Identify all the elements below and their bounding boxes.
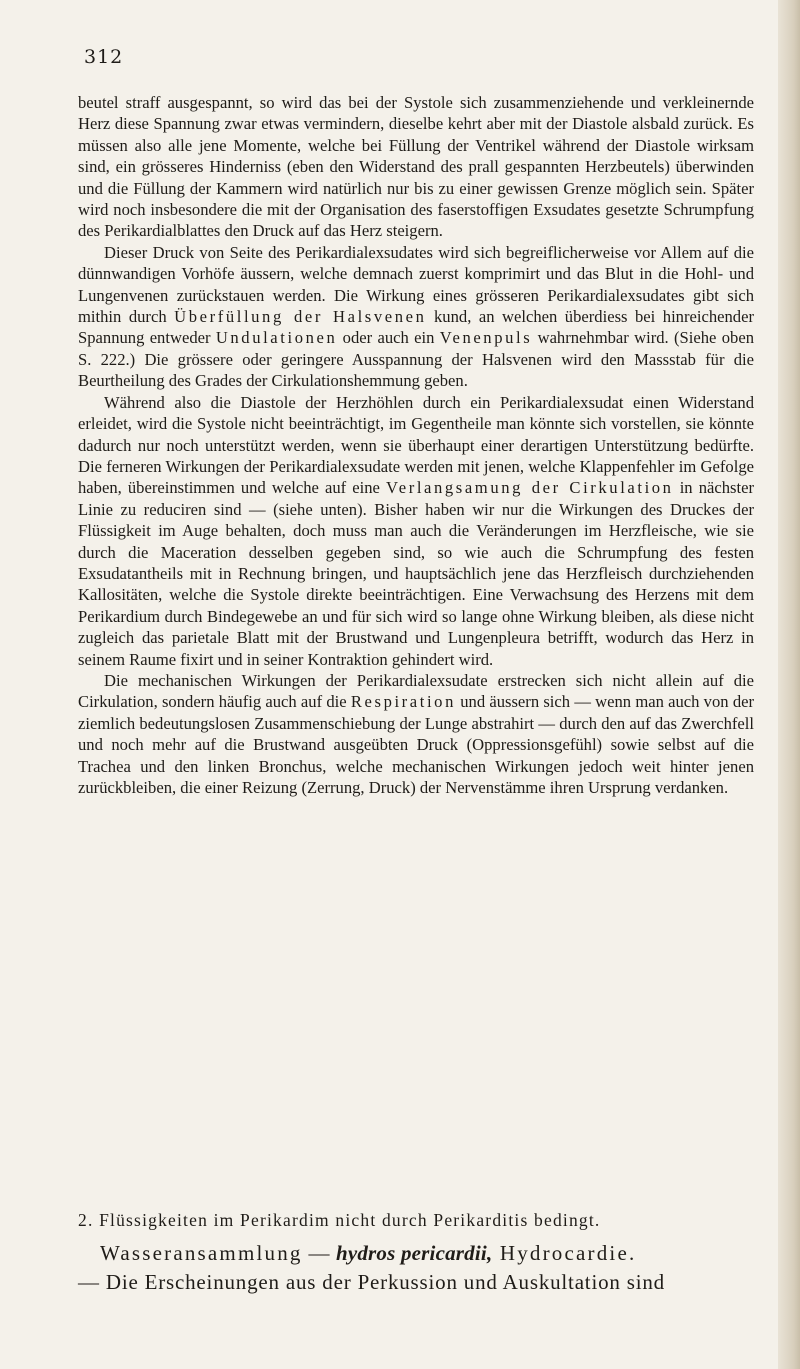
page-number: 312 [84, 46, 124, 68]
paragraph-text: Während also die Diastole der Herzhöhlen durch ein Perikardialexsudat einen Widerstand erleidet, wird die Systole nicht beeinträchtigt, im Gegentheile man könnte sich vorstellen, sie könnte dadurch nur noch unterstützt werden, wenn sie überhaupt einer derartigen Unterstützung bedürfte. Die ferneren Wirkungen der Perikardialexsudate werden mit jenen, welche Klappenfehler im Gefolge haben, übereinstimmen und welche auf eine [78, 392, 754, 498]
emphasized-term: Respiration [350, 692, 456, 712]
paragraph [78, 670, 754, 798]
paragraph-text: kund, an welchen überdiess bei hinreichender Spannung entweder [78, 307, 754, 348]
paragraph [78, 242, 754, 392]
continuation-line: — Die Erscheinungen aus der Perkussion und Auskultation sind [78, 1270, 665, 1294]
paragraph-text: Die mechanischen Wirkungen der Perikardialexsudate erstrecken sich nicht allein auf die Cirkulation, sondern häufig auch auf die [78, 670, 754, 712]
subheading-term: Wasseransammlung [100, 1241, 303, 1265]
paragraph-text: oder auch ein [337, 328, 440, 348]
page-edge-shadow [778, 0, 800, 1369]
emphasized-term: Überfüllung der Halsvenen [174, 307, 427, 327]
emphasized-term: Verlangsamung der Cirkulation [385, 478, 674, 498]
emphasized-term: Undulationen [215, 328, 338, 348]
body-text [78, 92, 754, 798]
subheading-term-2: Hydrocardie. [492, 1241, 637, 1265]
section-subheading [100, 1241, 758, 1266]
paragraph-text: Dieser Druck von Seite des Perikardialexsudates wird sich begreiflicherweise vor Allem auf die dünnwandigen Vorhöfe äussern, welche demnach zuerst komprimirt und das Blut in die Hohl- und Lungenvenen zurückstauen werden. Die Wirkung eines grösseren Perikardialexsudates gibt sich mithin durch [78, 242, 754, 327]
paragraph-text: und äussern sich — wenn man auch von der ziemlich bedeutungslosen Zusammenschiebung der Lunge abstrahirt — durch den auf das Zwerchfell und noch mehr auf die Brustwand ausgeübten Druck (Oppressionsgefühl) sowie selbst auf die Trachea und den linken Bronchus, welche mechanischen Wirkungen jedoch weit hinter jenen zurückbleiben, die einer Reizung (Zerrung, Druck) der Nervenstämme ihren Ursprung verdanken. [78, 692, 755, 797]
emphasized-term: Venenpuls [439, 328, 533, 348]
paragraph-text: in nächster Linie zu reduciren sind — (siehe unten). Bisher haben wir nur die Wirkungen des Druckes der Flüssigkeit im Auge behalten, doch muss man auch die Veränderungen im Herzfleische, wie sie durch die Maceration desselben gegeben sind, so wie auch die Schrumpfung des festen Exsudatantheils mit in Rechnung bringen, und hauptsächlich jene das Herzfleisch durchziehenden Kallositäten, welche die Systole direkte beeinträchtigen. Eine Verwachsung des Herzens mit dem Perikardium durch Bindegewebe an und für sich wird so lange ohne Wirkung bleiben, als diese nicht zugleich das parietale Blatt mit der Brustwand und Lungenpleura betrifft, wodurch das Herz in seinem Raume fixirt und in seiner Kontraktion gehindert wird. [78, 478, 754, 669]
paragraph: beutel straff ausgespannt, so wird das bei der Systole sich zusammenziehende und verkleinernde Herz diese Spannung zwar etwas vermindern, dieselbe kehrt aber mit der Diastole alsbald zurück. Es müssen also alle jene Momente, welche bei Füllung der Ventrikel während der Diastole wirksam sind, ein grösseres Hinderniss (eben den Widerstand des prall gespannten Herzbeutels) überwinden und die Füllung der Kammern wird natürlich nur bis zu einer gewissen Grenze möglich sein. Später wird noch insbesondere die mit der Organisation des faserstoffigen Exsudates gesetzte Schrumpfung des Perikardialblattes den Druck auf das Herz steigern. [78, 93, 754, 241]
paragraph-text: wahrnehmbar wird. (Siehe oben S. 222.) Die grössere oder geringere Ausspannung der Halsvenen wird den Massstab für die Beurtheilung des Grades der Cirkulationshemmung geben. [78, 328, 754, 391]
subheading-dash: — [302, 1241, 336, 1265]
subheading-latin-term: hydros pericardii, [335, 1241, 493, 1265]
paragraph [78, 392, 754, 670]
section-heading-block [78, 1210, 758, 1295]
section-heading: 2. Flüssigkeiten im Perikardim nicht durch Perikarditis bedingt. [78, 1210, 601, 1230]
